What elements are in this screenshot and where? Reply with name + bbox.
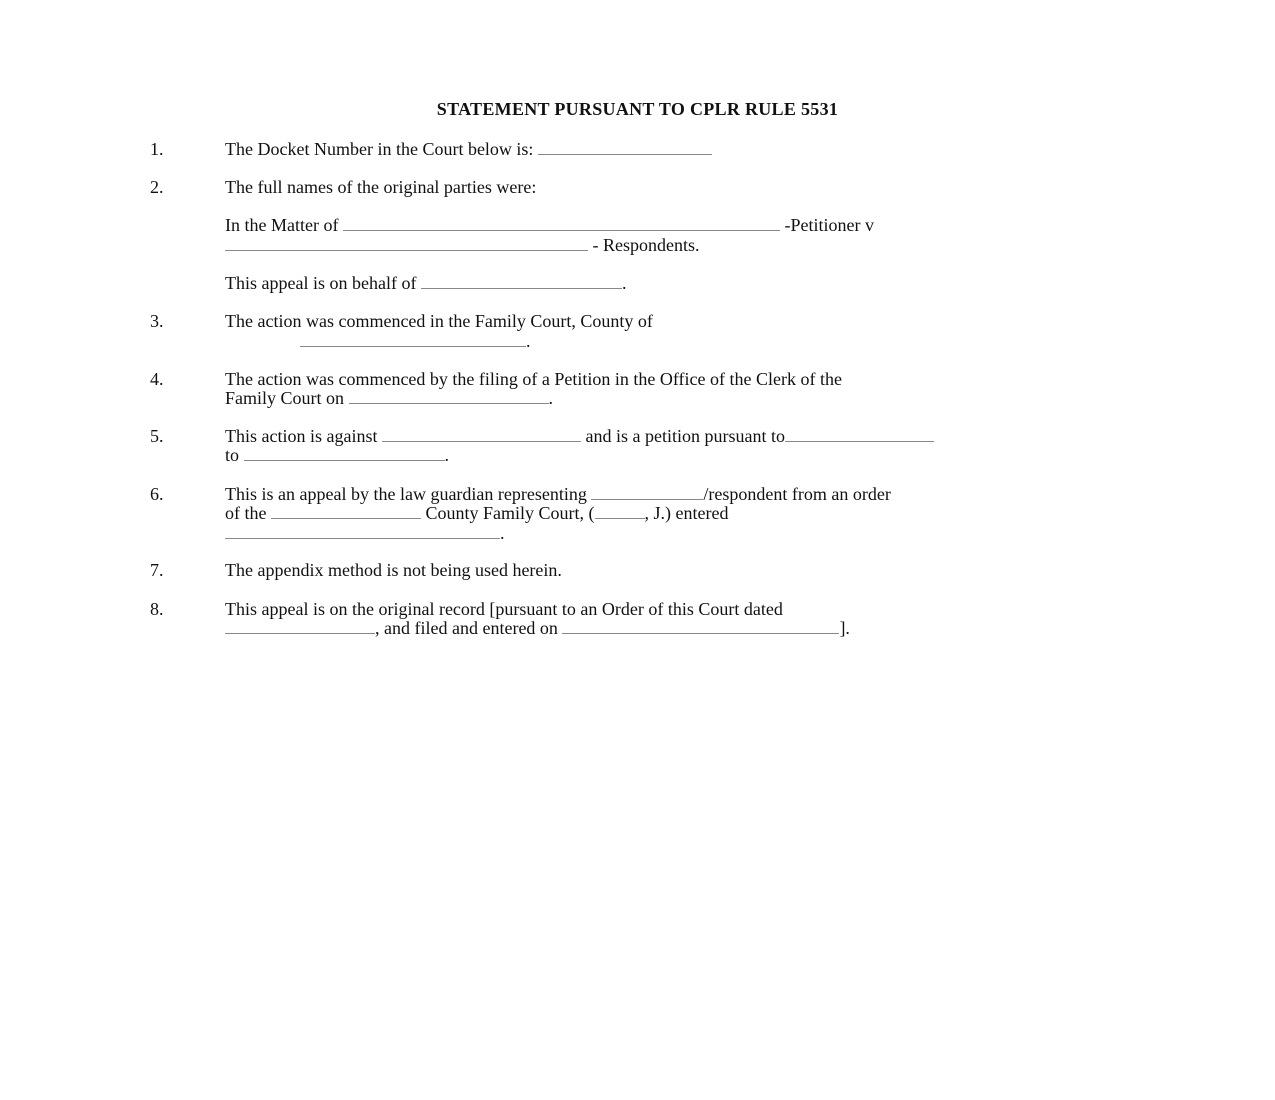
- period: .: [444, 445, 450, 465]
- period: .: [621, 273, 627, 293]
- respondents-label: - Respondents.: [592, 235, 700, 255]
- behalf-blank[interactable]: [421, 273, 622, 289]
- item-number: 7.: [150, 560, 164, 580]
- item-text: /respondent from an order: [703, 484, 891, 504]
- item-number: 5.: [150, 426, 164, 446]
- item-5-line: [225, 426, 934, 446]
- order-date-blank[interactable]: [225, 618, 375, 634]
- county-blank[interactable]: [300, 331, 526, 347]
- respondents-blank[interactable]: [225, 235, 588, 251]
- filing-date-blank[interactable]: [349, 388, 549, 404]
- item-text: The action was commenced by the filing of a Petition in the Office of the Clerk of the: [225, 369, 842, 389]
- document-title: STATEMENT PURSUANT TO CPLR RULE 5531: [436, 99, 839, 119]
- item-number: 2.: [150, 177, 164, 197]
- item-number: 8.: [150, 599, 164, 619]
- period: .: [526, 331, 531, 351]
- item-text: The Docket Number in the Court below is:: [225, 139, 534, 159]
- to-blank[interactable]: [244, 445, 445, 461]
- item-text: County Family Court, (: [425, 503, 595, 523]
- behalf-line: [225, 273, 626, 293]
- matter-line: [225, 215, 874, 235]
- item-text: The action was commenced in the Family Court, County of: [225, 311, 653, 331]
- filing-date-line: [225, 388, 553, 408]
- item-number: 6.: [150, 484, 164, 504]
- item-6-line-3: [225, 523, 505, 543]
- item-text: , and filed and entered on: [375, 618, 558, 638]
- period: .: [500, 523, 505, 543]
- behalf-label: This appeal is on behalf of: [225, 273, 417, 293]
- item-5-line-2: [225, 445, 449, 465]
- item-text: This action is against: [225, 426, 378, 446]
- respondents-line: [225, 235, 700, 255]
- filed-date-blank[interactable]: [562, 618, 839, 634]
- item-text: ].: [839, 618, 850, 638]
- item-number: 1.: [150, 139, 164, 159]
- pursuant-blank[interactable]: [785, 426, 934, 442]
- item-6-line-2: [225, 503, 728, 523]
- item-text: Family Court on: [225, 388, 345, 408]
- county-court-blank[interactable]: [271, 503, 421, 519]
- item-text: of the: [225, 503, 267, 523]
- against-blank[interactable]: [382, 426, 581, 442]
- county-line: [300, 331, 531, 351]
- judge-blank[interactable]: [595, 503, 645, 519]
- representing-blank[interactable]: [591, 484, 703, 500]
- period: .: [548, 388, 554, 408]
- item-number: 4.: [150, 369, 164, 389]
- petitioner-blank[interactable]: [343, 215, 780, 231]
- entered-date-blank[interactable]: [225, 523, 500, 539]
- item-number: 3.: [150, 311, 164, 331]
- item-text: The appendix method is not being used herein.: [225, 560, 562, 580]
- item-text: to: [225, 445, 240, 465]
- item-text: and is a petition pursuant to: [585, 426, 785, 446]
- item-text: This is an appeal by the law guardian representing: [225, 484, 587, 504]
- item-6-line: [225, 484, 891, 504]
- docket-number-blank[interactable]: [538, 139, 712, 155]
- item-text: , J.) entered: [644, 503, 729, 523]
- item-8-line-2: [225, 618, 850, 638]
- item-text: This appeal is on the original record [pursuant to an Order of this Court dated: [225, 599, 783, 619]
- item-text: The full names of the original parties were:: [225, 177, 537, 197]
- item-1: [225, 139, 712, 159]
- petitioner-label: -Petitioner v: [784, 215, 874, 235]
- matter-label: In the Matter of: [225, 215, 339, 235]
